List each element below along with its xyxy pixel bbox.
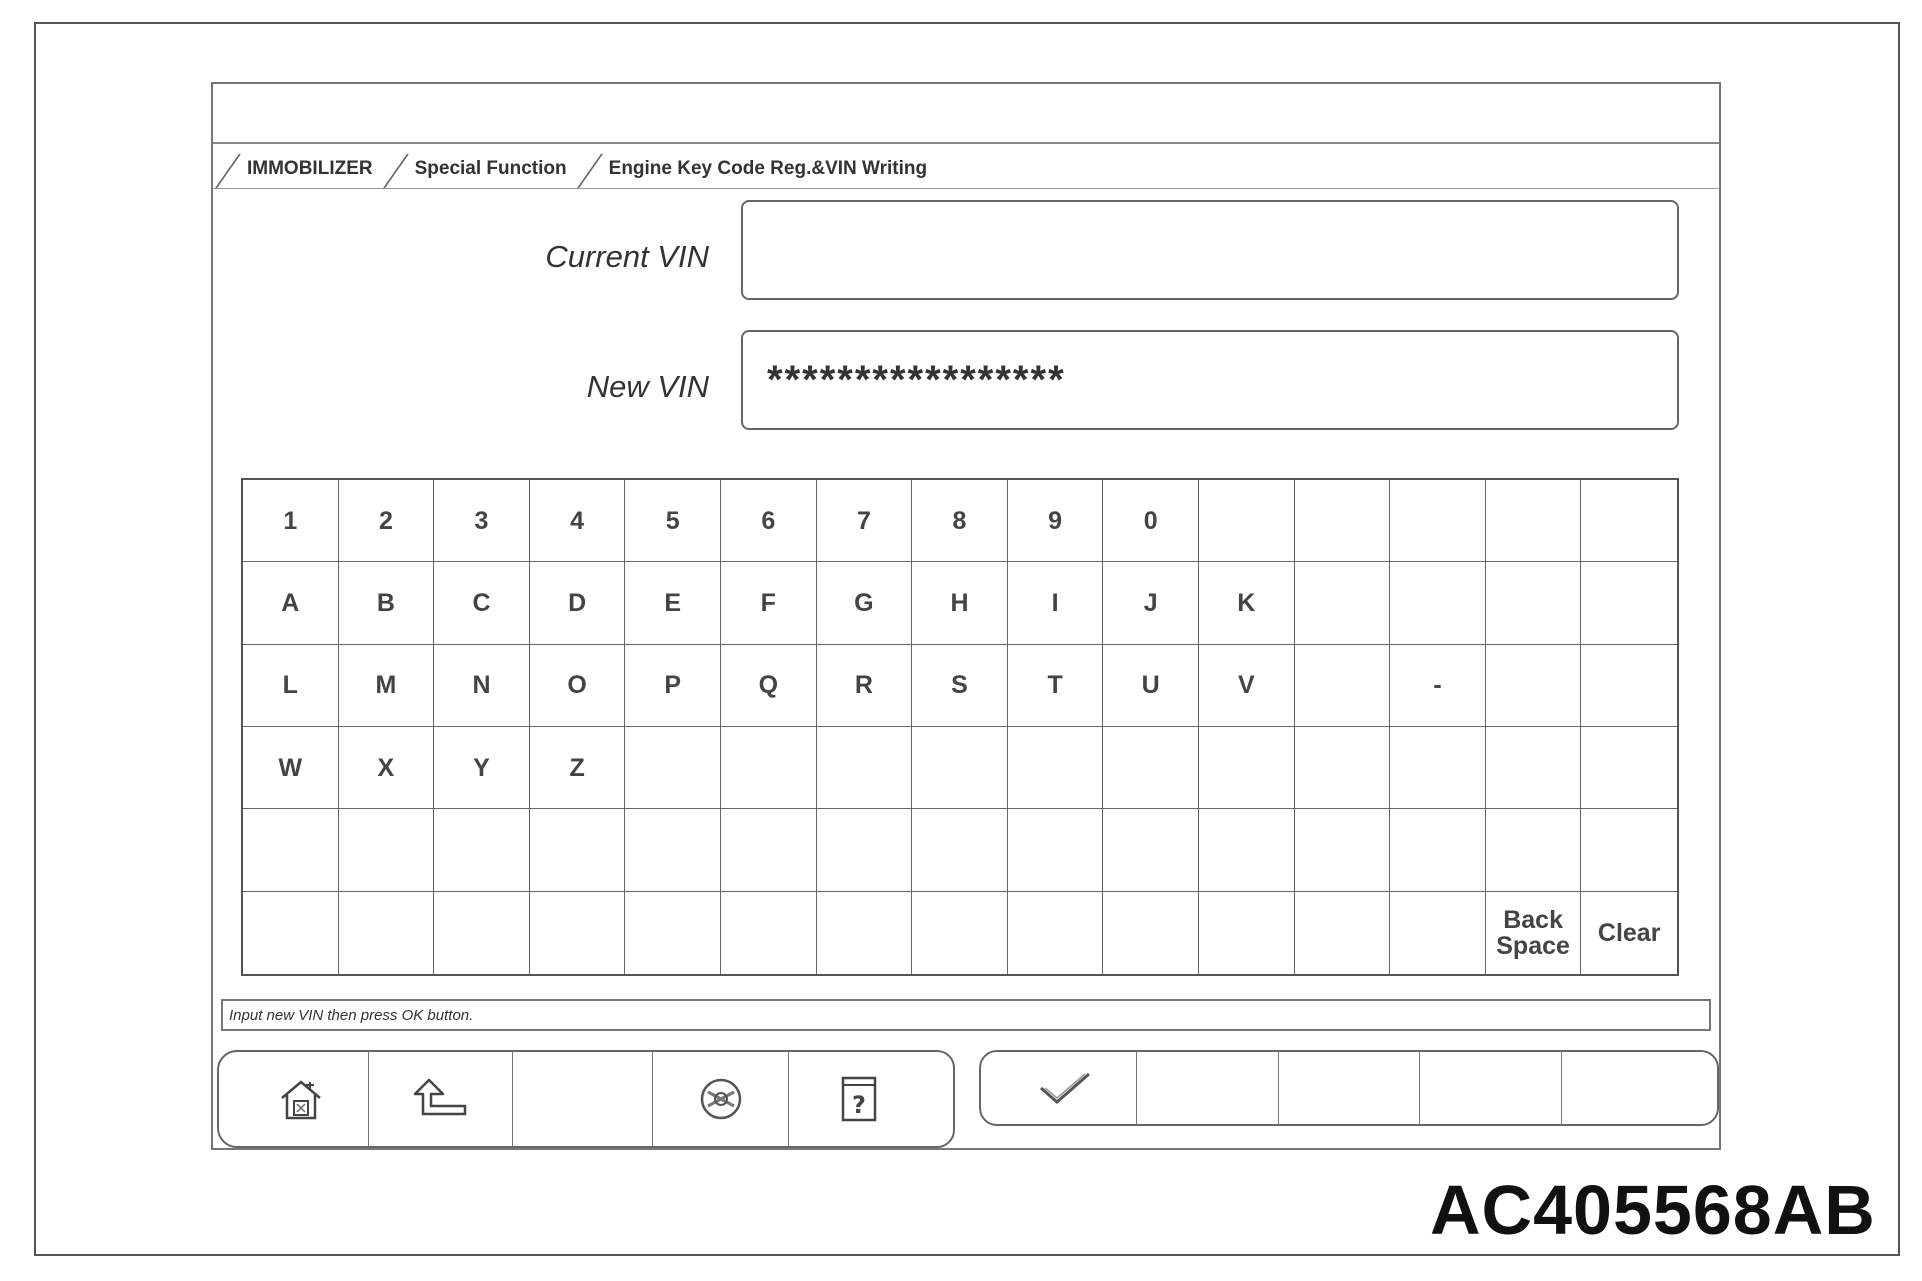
key-empty [1390, 809, 1486, 891]
key-empty [1486, 727, 1582, 809]
key-v[interactable]: V [1199, 645, 1295, 727]
key-empty [1390, 480, 1486, 562]
key-f[interactable]: F [721, 562, 817, 644]
key-empty [1103, 892, 1199, 974]
current-vin-field[interactable] [741, 200, 1679, 300]
key-empty [1486, 809, 1582, 891]
breadcrumb [219, 152, 941, 186]
key-k[interactable]: K [1199, 562, 1295, 644]
key-9[interactable]: 9 [1008, 480, 1104, 562]
key-m[interactable]: M [339, 645, 435, 727]
key-empty [1295, 892, 1391, 974]
key-p[interactable]: P [625, 645, 721, 727]
diagnostic-screen [211, 82, 1721, 1150]
key-empty [1295, 809, 1391, 891]
key-a[interactable]: A [243, 562, 339, 644]
key-3[interactable]: 3 [434, 480, 530, 562]
back-icon [409, 1074, 473, 1124]
empty-function-button-3[interactable] [1279, 1052, 1421, 1124]
key-empty [1581, 562, 1677, 644]
key-empty [339, 892, 435, 974]
key-empty [1486, 645, 1582, 727]
key-6[interactable]: 6 [721, 480, 817, 562]
key-e[interactable]: E [625, 562, 721, 644]
key-empty [1199, 809, 1295, 891]
key-empty [817, 727, 913, 809]
key-7[interactable]: 7 [817, 480, 913, 562]
key-n[interactable]: N [434, 645, 530, 727]
key-empty [1581, 809, 1677, 891]
key-empty [1008, 809, 1104, 891]
key-j[interactable]: J [1103, 562, 1199, 644]
key-empty [1390, 892, 1486, 974]
key-empty [1295, 562, 1391, 644]
key-empty [1295, 480, 1391, 562]
key-empty [243, 892, 339, 974]
key-empty [1581, 480, 1677, 562]
ok-button[interactable] [995, 1052, 1137, 1124]
character-keypad [241, 478, 1679, 976]
key-empty [625, 892, 721, 974]
key-i[interactable]: I [1008, 562, 1104, 644]
checkmark-icon [1035, 1068, 1095, 1108]
key-empty [530, 809, 626, 891]
key-empty [1199, 727, 1295, 809]
empty-toolbar-button[interactable] [513, 1052, 653, 1146]
key-empty [530, 892, 626, 974]
key-b[interactable]: B [339, 562, 435, 644]
empty-function-button-2[interactable] [1137, 1052, 1279, 1124]
key-4[interactable]: 4 [530, 480, 626, 562]
breadcrumb-divider [213, 188, 1719, 189]
key-empty [1295, 727, 1391, 809]
new-vin-label: New VIN [586, 369, 709, 404]
key-h[interactable]: H [912, 562, 1008, 644]
key-u[interactable]: U [1103, 645, 1199, 727]
key-o[interactable]: O [530, 645, 626, 727]
key-empty [1390, 727, 1486, 809]
key-empty [817, 892, 913, 974]
breadcrumb-engine-key-code: Engine Key Code Reg.&VIN Writing [581, 152, 941, 186]
key-t[interactable]: T [1008, 645, 1104, 727]
key-empty [1390, 562, 1486, 644]
svg-text:?: ? [852, 1091, 866, 1119]
key-x[interactable]: X [339, 727, 435, 809]
key-hyphen[interactable]: - [1390, 645, 1486, 727]
key-z[interactable]: Z [530, 727, 626, 809]
current-vin-label: Current VIN [545, 239, 709, 274]
help-button[interactable] [789, 1052, 929, 1146]
key-empty [625, 727, 721, 809]
tools-button[interactable] [653, 1052, 789, 1146]
key-empty [1103, 727, 1199, 809]
key-empty [721, 809, 817, 891]
status-message: Input new VIN then press OK button. [221, 999, 1711, 1031]
breadcrumb-immobilizer[interactable]: IMMOBILIZER [219, 152, 387, 186]
empty-function-button-4[interactable] [1420, 1052, 1562, 1124]
key-empty [1486, 562, 1582, 644]
key-8[interactable]: 8 [912, 480, 1008, 562]
key-empty [721, 892, 817, 974]
key-1[interactable]: 1 [243, 480, 339, 562]
back-button[interactable] [369, 1052, 513, 1146]
breadcrumb-special-function[interactable]: Special Function [387, 152, 581, 186]
key-empty [1581, 727, 1677, 809]
new-vin-field[interactable]: ***************** [741, 330, 1679, 430]
key-w[interactable]: W [243, 727, 339, 809]
key-empty [1581, 645, 1677, 727]
key-s[interactable]: S [912, 645, 1008, 727]
key-empty [1486, 480, 1582, 562]
key-c[interactable]: C [434, 562, 530, 644]
figure-code: AC405568AB [1430, 1171, 1876, 1249]
key-empty [817, 809, 913, 891]
key-empty [912, 727, 1008, 809]
key-empty [1008, 892, 1104, 974]
help-icon [837, 1074, 881, 1124]
key-empty [243, 809, 339, 891]
key-l[interactable]: L [243, 645, 339, 727]
key-r[interactable]: R [817, 645, 913, 727]
key-y[interactable]: Y [434, 727, 530, 809]
backspace-button[interactable]: Back Space [1486, 892, 1582, 974]
home-icon [276, 1074, 326, 1124]
key-empty [721, 727, 817, 809]
key-empty [1295, 645, 1391, 727]
toolbar-right [979, 1050, 1719, 1126]
key-2[interactable]: 2 [339, 480, 435, 562]
empty-function-button-5[interactable] [1562, 1052, 1703, 1124]
key-empty [434, 892, 530, 974]
key-q[interactable]: Q [721, 645, 817, 727]
key-d[interactable]: D [530, 562, 626, 644]
key-empty [912, 809, 1008, 891]
key-empty [434, 809, 530, 891]
key-empty [1199, 480, 1295, 562]
key-empty [912, 892, 1008, 974]
key-empty [1199, 892, 1295, 974]
tools-icon [694, 1074, 748, 1124]
title-bar [213, 84, 1719, 144]
home-button[interactable] [233, 1052, 369, 1146]
key-0[interactable]: 0 [1103, 480, 1199, 562]
key-empty [625, 809, 721, 891]
key-empty [1008, 727, 1104, 809]
key-empty [339, 809, 435, 891]
toolbar-left [217, 1050, 955, 1148]
clear-button[interactable]: Clear [1597, 918, 1661, 947]
key-empty [1103, 809, 1199, 891]
key-5[interactable]: 5 [625, 480, 721, 562]
key-g[interactable]: G [817, 562, 913, 644]
